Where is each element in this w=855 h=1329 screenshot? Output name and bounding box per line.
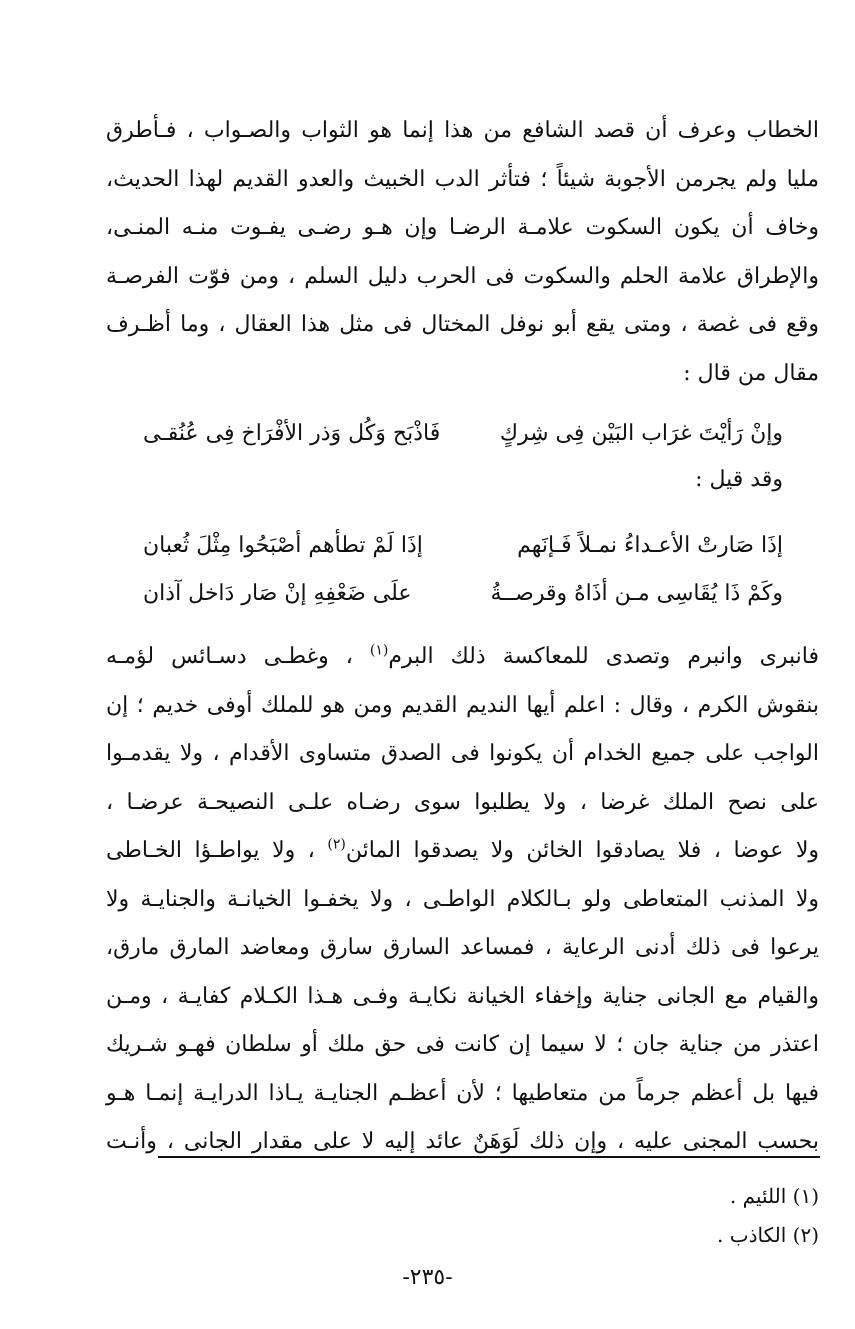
text-line: مقال من قال : (683, 360, 819, 386)
verse-second-hemistich: إذَا لَمْ تطأهم أصْبَحُوا مِثْلَ ثُعبان (143, 533, 423, 558)
verse-first-hemistich: وكَمْ ذَا يُقَاسِى مـن أذَاهُ وقرصــةُ (490, 581, 783, 606)
text-line: والإطراق علامة الحلم والسكوت فى الحرب دليل السلم ، ومن فوّت الفرصـة (106, 263, 819, 289)
text-line: ولا المذنب المتعاطى ولو بـالكلام الواطـى ، ولا يخفـوا الخيانـة والجنايـة ولا (106, 886, 819, 912)
text-line (106, 633, 819, 682)
line-text: ولا عوضا ، فلا يصادقوا الخائن ولا يصدقوا المائن (345, 838, 819, 863)
text-line: وقع فى غصة ، ومتى يقع أبو نوفل المختال فى مثل هذا العقال ، وما أظـرف (106, 312, 819, 337)
text-line: بنقوش الكرم ، وقال : اعلم أيها النديم القديم ومن هو للملك أوفى خديم ؛ إن (106, 692, 819, 718)
text-line: الواجب على جميع الخدام أن يكونوا فى الصدق متساوى الأقدام ، ولا يقدمـوا (106, 741, 819, 766)
verse-line (143, 526, 783, 566)
verse-intro: وقد قيل : (695, 467, 783, 492)
text-line (106, 827, 819, 876)
text-line: والقيام مع الجانى جناية وإخفاء الخيانة نكايـة وفـى هـذا الكـلام كفايـة ، ومـن (106, 983, 819, 1009)
text-line: الخطاب وعرف أن قصد الشافع من هذا إنما هو الثواب والصـواب ، فـأطرق (106, 118, 819, 143)
footnote-ref: (١) (369, 642, 389, 659)
text-line: بحسب المجنى عليه ، وإن ذلك لَوَهَنٌ عائد إليه لا على مقدار الجانى ، وأنـت (106, 1129, 819, 1154)
footnote-separator (158, 1156, 820, 1158)
footnote-ref: (٢) (327, 836, 346, 853)
line-text: ، ولا يواطـؤا الخـاطى (106, 838, 328, 863)
verse-first-hemistich: وإنْ رَأيْتَ غرَاب البَيْن فِى شِركٍ (499, 421, 783, 446)
line-text: فانبرى وانبرم وتصدى للمعاكسة ذلك البرم (388, 644, 819, 669)
text-line: على نصح الملك غرضا ، ولا يطلبوا سوى رضـاه علـى النصيحـة عرضـا ، (106, 789, 819, 815)
footnote: (١) اللئيم . (729, 1184, 819, 1208)
verse-line (143, 414, 783, 454)
text-line: اعتذر من جناية جان ؛ لا سيما إن كانت فى حق ملك أو سلطان فهـو شـريك (106, 1032, 819, 1057)
text-line: مليا ولم يجرمن الأجوبة شيئاً ؛ فتأثر الدب الخبيث والعدو القديم لهذا الحديث، (106, 166, 819, 192)
line-text: ، وغطـى دسـائس لؤمـه (106, 644, 370, 669)
verse-second-hemistich: علَى ضَعْفِهِ إنْ صَار دَاخل آذان (143, 581, 412, 606)
text-line: فيها بل أعظم جرماً من متعاطيها ؛ لأن أعظـم الجنايـة يـاذا الدرايـة إنمـا هـو (106, 1080, 819, 1106)
verse-line (143, 574, 783, 614)
text-line: يرعوا فى ذلك أدنى الرعاية ، فمساعد السارق سارق ومعاضد المارق مارق، (106, 935, 819, 960)
verse-second-hemistich: فَاذْبَح وَكُل وَذر الأفْرَاخ فِى عُنُقـى (143, 421, 441, 446)
text-line: وخاف أن يكون السكوت علامـة الرضـا وإن هـو رضـى يفـوت منـه المنـى، (106, 215, 819, 240)
paragraph-1 (106, 107, 819, 398)
verse-first-hemistich: إذَا صَارتْ الأعـداءُ نمـلاً فَـإنَهم (517, 533, 783, 558)
page-number: -٢٣٥- (402, 1265, 453, 1290)
footnote: (٢) الكاذب . (717, 1223, 819, 1247)
paragraph-2 (106, 633, 819, 1167)
